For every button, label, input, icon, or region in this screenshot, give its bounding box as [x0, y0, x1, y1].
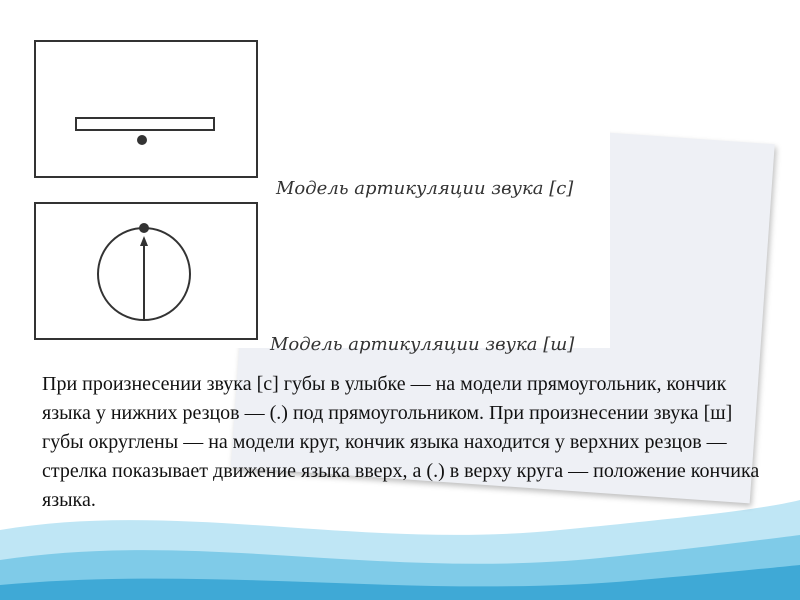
- caption-model-s: Модель артикуляции звука [с]: [276, 178, 574, 199]
- tongue-tip-dot: [137, 135, 147, 145]
- tongue-arrow-head: [140, 236, 148, 246]
- tongue-tip-dot: [139, 223, 149, 233]
- description-text: При произнесении звука [с] губы в улыбке — на модели прямоугольник, кончик языка у нижних резцов — (.) под прямоугольником. При произнесении звука [ш] губы округлены — на модели круг, кончик языка находится у верхних резцов — стрелка показывает движение языка вверх, а (.) в верху круга — положение кончика языка.: [42, 373, 760, 511]
- model-s-figure: [34, 40, 258, 178]
- model-sh-figure: [34, 202, 258, 340]
- model-sh-diagram: [36, 204, 256, 338]
- model-s-diagram: [36, 42, 256, 176]
- lips-rectangle: [76, 118, 214, 130]
- scanned-image: [14, 18, 610, 355]
- caption-model-sh: Модель артикуляции звука [ш]: [270, 334, 575, 355]
